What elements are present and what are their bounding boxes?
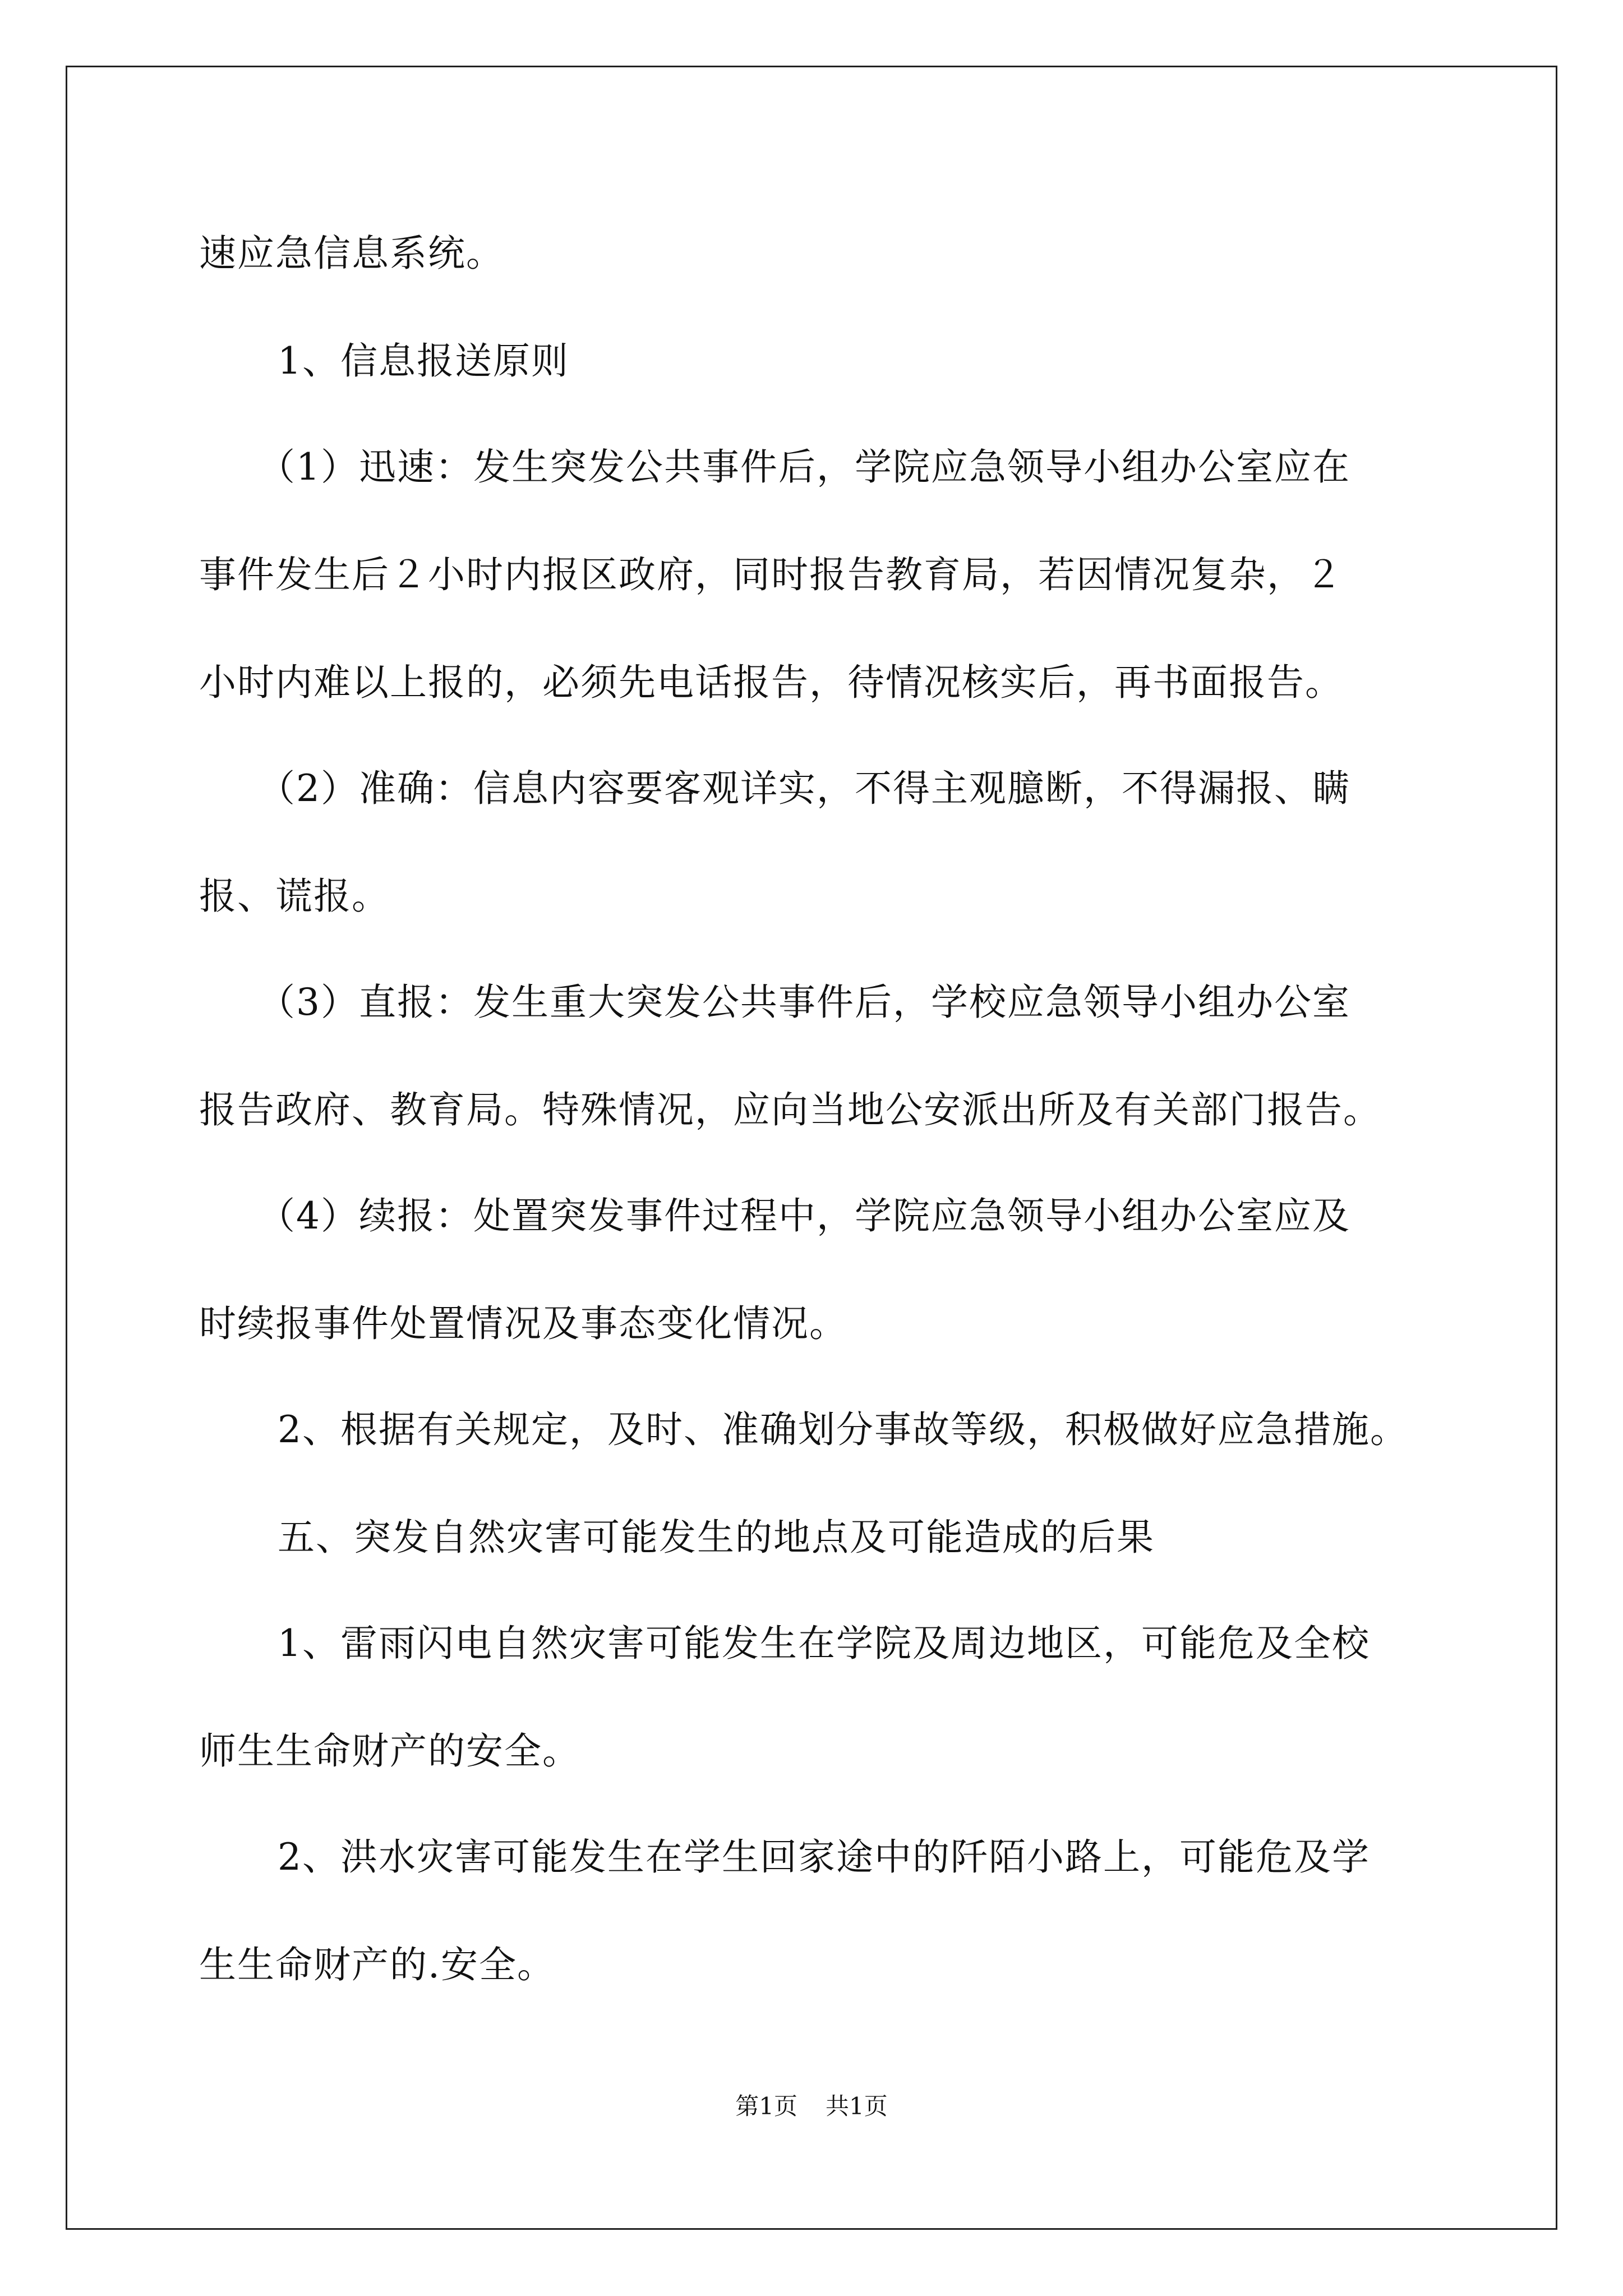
text-line-3: （1）迅速：发生突发公共事件后，学院应急领导小组办公室应在 [258, 445, 1350, 489]
text-line-5: 小时内难以上报的，必须先电话报告，待情况核实后，再书面报告。 [199, 661, 1343, 704]
text-line-17: 生生命财产的.安全。 [199, 1943, 555, 1986]
text-line-10: （4）续报：处置突发事件过程中，学院应急领导小组办公室应及 [258, 1194, 1350, 1237]
page-frame [66, 66, 1557, 2230]
text-line-16: 2、洪水灾害可能发生在学生回家途中的阡陌小路上，可能危及学 [278, 1835, 1370, 1879]
text-line-12: 2、根据有关规定，及时、准确划分事故等级，积极做好应急措施。 [278, 1408, 1408, 1451]
text-line-7: 报、谎报。 [199, 875, 390, 918]
text-line-4: 事件发生后２小时内报区政府，同时报告教育局，若因情况复杂，２ [199, 553, 1343, 596]
text-line-6: （2）准确：信息内容要客观详实，不得主观臆断，不得漏报、瞒 [258, 767, 1350, 810]
page-footer [0, 2092, 1623, 2120]
text-line-1: 速应急信息系统。 [199, 232, 504, 275]
page-number-current: 第1页 [735, 2092, 797, 2120]
page-number-total: 共1页 [826, 2092, 888, 2120]
text-line-14: 1、雷雨闪电自然灾害可能发生在学院及周边地区，可能危及全校 [278, 1622, 1370, 1665]
text-line-8: （3）直报：发生重大突发公共事件后，学校应急领导小组办公室 [258, 981, 1350, 1024]
text-line-15: 师生生命财产的安全。 [199, 1729, 580, 1773]
text-line-2: 1、信息报送原则 [278, 339, 569, 383]
text-line-11: 时续报事件处置情况及事态变化情况。 [199, 1302, 847, 1345]
text-line-13: 五、突发自然灾害可能发生的地点及可能造成的后果 [278, 1516, 1155, 1559]
text-line-9: 报告政府、教育局。特殊情况，应向当地公安派出所及有关部门报告。 [199, 1088, 1381, 1131]
